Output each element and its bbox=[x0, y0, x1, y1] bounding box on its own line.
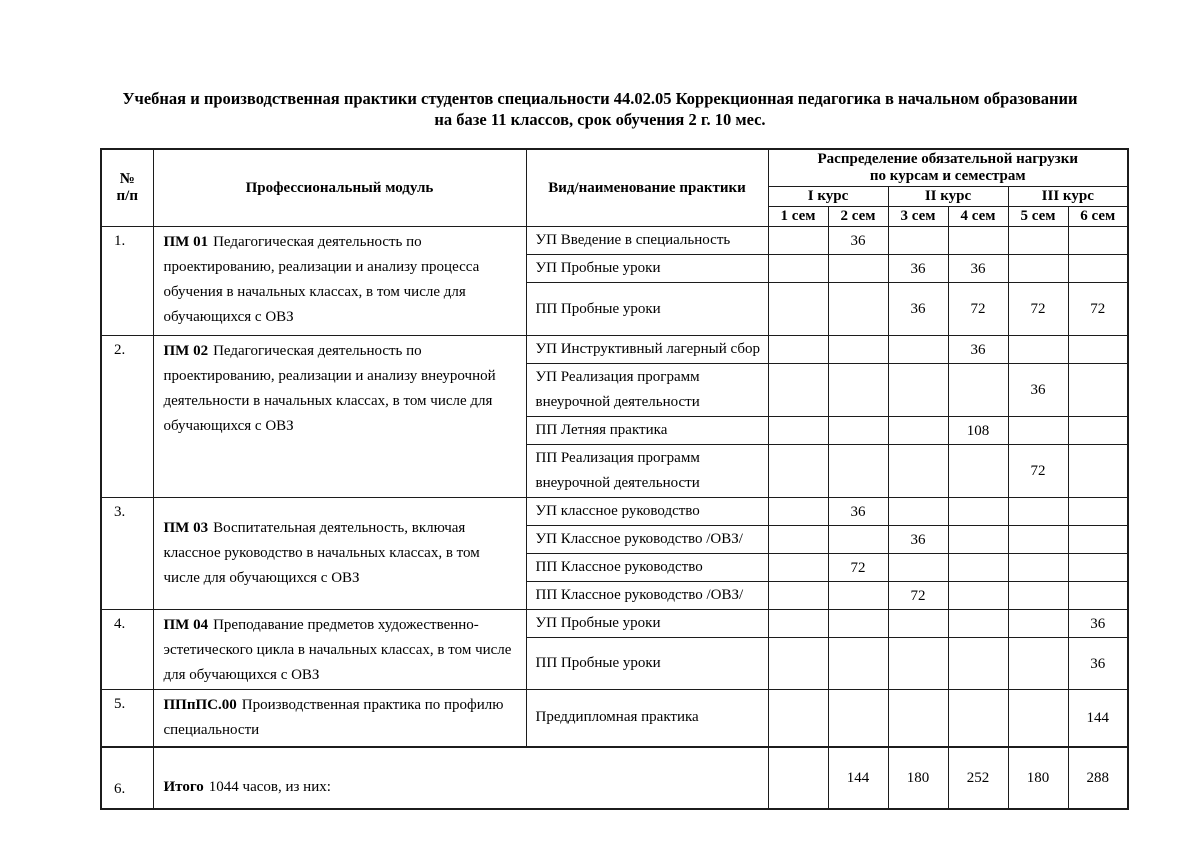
total-hours-cell: 180 bbox=[888, 747, 948, 809]
hours-cell bbox=[768, 283, 828, 336]
hours-cell bbox=[1008, 417, 1068, 445]
page-title bbox=[0, 88, 1200, 130]
module-text: Педагогическая деятельность по проектированию, реализации и анализу внеурочной деятельности в начальных классах, в том числе для обучающихся с ОВЗ bbox=[163, 343, 496, 434]
header-sem-2: 2 сем bbox=[828, 207, 888, 227]
practice-name: УП Введение в специальность bbox=[526, 227, 768, 255]
hours-cell: 36 bbox=[948, 336, 1008, 364]
row-number: 5. bbox=[101, 690, 153, 747]
module-code: ПМ 02 bbox=[163, 343, 209, 359]
hours-cell bbox=[828, 283, 888, 336]
header-load bbox=[768, 149, 1128, 187]
page-title-line1: Учебная и производственная практики студентов специальности 44.02.05 Коррекционная педагогика в начальном образовании bbox=[122, 89, 1078, 108]
practice-name: Преддипломная практика bbox=[526, 690, 768, 747]
table-row bbox=[101, 336, 1128, 364]
header-sem-1: 1 сем bbox=[768, 207, 828, 227]
hours-cell bbox=[768, 445, 828, 498]
module-text: Преподавание предметов художественно-эстетического цикла в начальных классах, в том числе для обучающихся с ОВЗ bbox=[163, 617, 512, 683]
total-hours-cell: 288 bbox=[1068, 747, 1128, 809]
hours-cell: 72 bbox=[1068, 283, 1128, 336]
total-row-number: 6. bbox=[101, 747, 153, 809]
hours-cell bbox=[888, 445, 948, 498]
hours-cell bbox=[948, 554, 1008, 582]
practice-name: УП Классное руководство /ОВЗ/ bbox=[526, 526, 768, 554]
header-num bbox=[101, 149, 153, 227]
hours-cell bbox=[948, 364, 1008, 417]
header-num-line2: п/п bbox=[116, 188, 138, 204]
hours-cell: 36 bbox=[828, 227, 888, 255]
header-sem-4: 4 сем bbox=[948, 207, 1008, 227]
total-hours-cell: 180 bbox=[1008, 747, 1068, 809]
hours-cell bbox=[1068, 554, 1128, 582]
row-number: 1. bbox=[101, 227, 153, 336]
hours-cell bbox=[1068, 445, 1128, 498]
table-row bbox=[101, 690, 1128, 747]
hours-cell bbox=[828, 526, 888, 554]
hours-cell bbox=[768, 690, 828, 747]
hours-cell: 144 bbox=[1068, 690, 1128, 747]
hours-cell bbox=[948, 610, 1008, 638]
header-load-line2: по курсам и семестрам bbox=[869, 168, 1026, 184]
hours-cell bbox=[1008, 690, 1068, 747]
module-text: Производственная практика по профилю специальности bbox=[163, 697, 504, 738]
hours-cell bbox=[1008, 498, 1068, 526]
total-label-bold: Итого bbox=[163, 778, 204, 795]
hours-cell: 36 bbox=[948, 255, 1008, 283]
hours-cell bbox=[768, 498, 828, 526]
header-load-line1: Распределение обязательной нагрузки bbox=[817, 151, 1078, 167]
hours-cell: 36 bbox=[1008, 364, 1068, 417]
hours-cell: 72 bbox=[888, 582, 948, 610]
hours-cell bbox=[1068, 498, 1128, 526]
hours-cell bbox=[1068, 526, 1128, 554]
practice-name: ПП Пробные уроки bbox=[526, 283, 768, 336]
hours-cell bbox=[948, 227, 1008, 255]
hours-cell bbox=[888, 554, 948, 582]
header-sem-6: 6 сем bbox=[1068, 207, 1128, 227]
practice-name: ПП Летняя практика bbox=[526, 417, 768, 445]
hours-cell bbox=[1068, 582, 1128, 610]
module-code: ПМ 03 bbox=[163, 520, 209, 536]
header-module: Профессиональный модуль bbox=[153, 149, 526, 227]
hours-cell bbox=[1068, 417, 1128, 445]
practice-name: УП Инструктивный лагерный сбор bbox=[526, 336, 768, 364]
hours-cell bbox=[948, 638, 1008, 690]
hours-cell bbox=[948, 582, 1008, 610]
hours-cell: 36 bbox=[828, 498, 888, 526]
total-row bbox=[101, 747, 1128, 809]
module-description bbox=[153, 690, 526, 747]
hours-cell: 72 bbox=[948, 283, 1008, 336]
module-code: ППпПС.00 bbox=[163, 697, 237, 713]
practice-name: УП Реализация программ внеурочной деятельности bbox=[526, 364, 768, 417]
hours-cell bbox=[768, 554, 828, 582]
hours-cell bbox=[768, 336, 828, 364]
hours-cell bbox=[948, 690, 1008, 747]
hours-cell bbox=[888, 638, 948, 690]
practice-name: ПП Реализация программ внеурочной деятельности bbox=[526, 445, 768, 498]
total-hours-cell bbox=[768, 747, 828, 809]
hours-cell bbox=[1008, 638, 1068, 690]
header-sem-3: 3 сем bbox=[888, 207, 948, 227]
practice-name: ПП Классное руководство bbox=[526, 554, 768, 582]
hours-cell bbox=[1008, 336, 1068, 364]
hours-cell bbox=[828, 582, 888, 610]
hours-cell bbox=[828, 255, 888, 283]
total-label bbox=[153, 747, 768, 809]
practice-name: ПП Пробные уроки bbox=[526, 638, 768, 690]
total-hours-cell: 144 bbox=[828, 747, 888, 809]
row-number: 2. bbox=[101, 336, 153, 498]
header-course-3: III курс bbox=[1008, 187, 1128, 207]
practice-schedule-table bbox=[100, 148, 1129, 810]
module-code: ПМ 04 bbox=[163, 617, 209, 633]
hours-cell bbox=[828, 336, 888, 364]
hours-cell bbox=[768, 638, 828, 690]
hours-cell bbox=[1008, 255, 1068, 283]
hours-cell bbox=[948, 526, 1008, 554]
hours-cell bbox=[768, 582, 828, 610]
module-code: ПМ 01 bbox=[163, 234, 209, 250]
hours-cell: 108 bbox=[948, 417, 1008, 445]
practice-name: УП Пробные уроки bbox=[526, 610, 768, 638]
hours-cell bbox=[1068, 336, 1128, 364]
row-number: 3. bbox=[101, 498, 153, 610]
header-course-2: II курс bbox=[888, 187, 1008, 207]
hours-cell bbox=[888, 498, 948, 526]
module-description bbox=[153, 498, 526, 610]
hours-cell: 36 bbox=[1068, 638, 1128, 690]
hours-cell bbox=[1008, 526, 1068, 554]
hours-cell: 36 bbox=[888, 255, 948, 283]
hours-cell bbox=[1008, 554, 1068, 582]
table-row bbox=[101, 610, 1128, 638]
hours-cell bbox=[768, 417, 828, 445]
hours-cell bbox=[1068, 364, 1128, 417]
hours-cell bbox=[1008, 610, 1068, 638]
hours-cell: 36 bbox=[888, 283, 948, 336]
practice-name: ПП Классное руководство /ОВЗ/ bbox=[526, 582, 768, 610]
hours-cell bbox=[768, 255, 828, 283]
hours-cell bbox=[888, 610, 948, 638]
hours-cell bbox=[828, 638, 888, 690]
hours-cell bbox=[828, 610, 888, 638]
hours-cell bbox=[1008, 227, 1068, 255]
total-label-rest: 1044 часов, из них: bbox=[208, 778, 331, 795]
hours-cell bbox=[828, 364, 888, 417]
practice-name: УП классное руководство bbox=[526, 498, 768, 526]
header-num-line1: № bbox=[119, 171, 135, 187]
hours-cell bbox=[888, 227, 948, 255]
module-description bbox=[153, 610, 526, 690]
hours-cell bbox=[768, 526, 828, 554]
hours-cell: 72 bbox=[1008, 283, 1068, 336]
row-number: 4. bbox=[101, 610, 153, 690]
hours-cell bbox=[828, 417, 888, 445]
total-hours-cell: 252 bbox=[948, 747, 1008, 809]
hours-cell bbox=[828, 690, 888, 747]
header-sem-5: 5 сем bbox=[1008, 207, 1068, 227]
table-row bbox=[101, 227, 1128, 255]
header-practice: Вид/наименование практики bbox=[526, 149, 768, 227]
hours-cell bbox=[1068, 255, 1128, 283]
hours-cell: 36 bbox=[1068, 610, 1128, 638]
module-description bbox=[153, 336, 526, 498]
hours-cell bbox=[768, 610, 828, 638]
hours-cell bbox=[888, 336, 948, 364]
hours-cell bbox=[888, 417, 948, 445]
hours-cell: 36 bbox=[888, 526, 948, 554]
hours-cell bbox=[888, 364, 948, 417]
hours-cell bbox=[1068, 227, 1128, 255]
hours-cell bbox=[768, 364, 828, 417]
module-text: Воспитательная деятельность, включая классное руководство в начальных классах, в том числе для обучающихся с ОВЗ bbox=[163, 520, 480, 586]
header-course-1: I курс bbox=[768, 187, 888, 207]
module-text: Педагогическая деятельность по проектированию, реализации и анализу процесса обучения в начальных классах, в том числе для обучающихся с ОВЗ bbox=[163, 234, 480, 325]
hours-cell: 72 bbox=[828, 554, 888, 582]
hours-cell bbox=[768, 227, 828, 255]
hours-cell: 72 bbox=[1008, 445, 1068, 498]
table-row bbox=[101, 498, 1128, 526]
hours-cell bbox=[828, 445, 888, 498]
practice-name: УП Пробные уроки bbox=[526, 255, 768, 283]
hours-cell bbox=[888, 690, 948, 747]
page-title-line2: на базе 11 классов, срок обучения 2 г. 10 мес. bbox=[434, 110, 766, 129]
hours-cell bbox=[1008, 582, 1068, 610]
hours-cell bbox=[948, 445, 1008, 498]
module-description bbox=[153, 227, 526, 336]
hours-cell bbox=[948, 498, 1008, 526]
